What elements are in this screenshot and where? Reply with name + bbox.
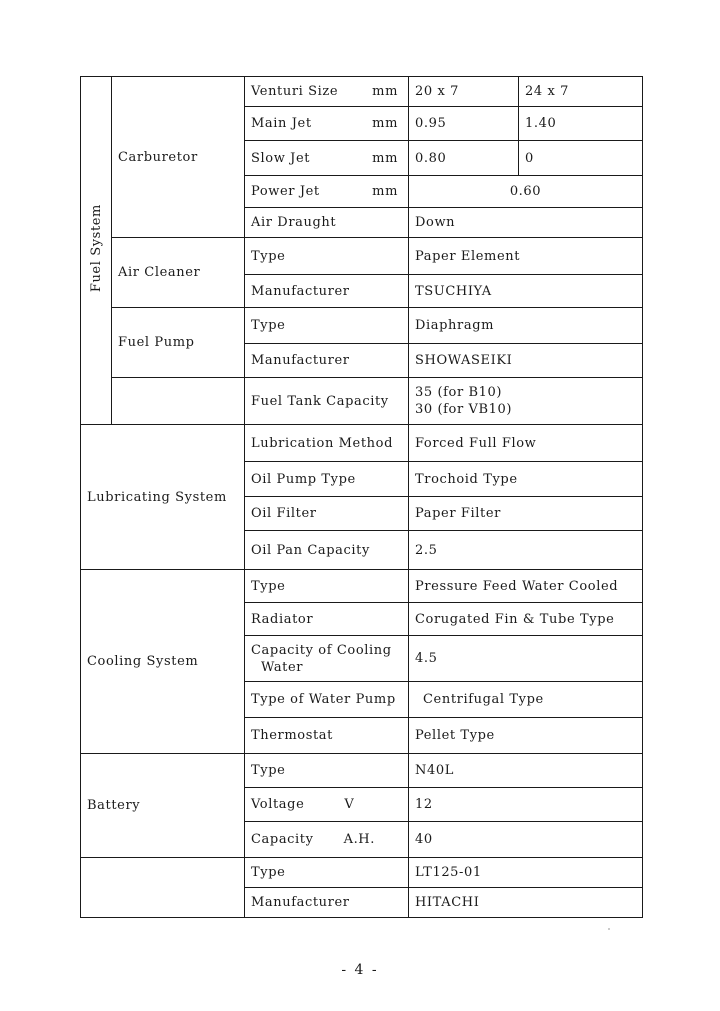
battery-voltage-cell: Voltage V xyxy=(245,788,409,822)
oil-pan-capacity-label: Oil Pan Capacity xyxy=(245,531,409,570)
table-row xyxy=(81,77,643,107)
fuel-pump-type-value: Diaphragm xyxy=(409,308,643,344)
table-row xyxy=(81,754,643,788)
slow-jet-a: 0.80 xyxy=(409,141,519,176)
lubrication-method-value: Forced Full Flow xyxy=(409,425,643,462)
battery-capacity-cell: Capacity A.H. xyxy=(245,822,409,858)
table-row xyxy=(81,570,643,603)
table-row xyxy=(81,425,643,462)
air-cleaner-manufacturer-value: TSUCHIYA xyxy=(409,275,643,308)
lubricating-system-label: Lubricating System xyxy=(81,425,245,570)
main-jet-a: 0.95 xyxy=(409,107,519,141)
table-row xyxy=(81,308,643,344)
battery-capacity-value: 40 xyxy=(409,822,643,858)
last-manufacturer-value: HITACHI xyxy=(409,888,643,918)
last-type-label: Type xyxy=(245,858,409,888)
slow-jet-cell: Slow Jet mm xyxy=(245,141,409,176)
air-draught-label: Air Draught xyxy=(245,208,409,238)
cooling-water-capacity-value: 4.5 xyxy=(409,636,643,682)
table-row xyxy=(81,238,643,275)
empty-cell xyxy=(112,378,245,425)
table-row xyxy=(81,378,643,425)
radiator-label: Radiator xyxy=(245,603,409,636)
oil-pan-capacity-value: 2.5 xyxy=(409,531,643,570)
venturi-size-cell: Venturi Size mm xyxy=(245,77,409,107)
cooling-system-label: Cooling System xyxy=(81,570,245,754)
battery-voltage-value: 12 xyxy=(409,788,643,822)
table-row xyxy=(81,858,643,888)
oil-pump-type-label: Oil Pump Type xyxy=(245,462,409,497)
cooling-water-capacity-label: Capacity of Cooling Water xyxy=(245,636,409,682)
specification-table xyxy=(80,76,643,918)
fuel-tank-value: 35 (for B10) 30 (for VB10) xyxy=(409,378,643,425)
main-jet-b: 1.40 xyxy=(519,107,643,141)
fuel-pump-type-label: Type xyxy=(245,308,409,344)
battery-label: Battery xyxy=(81,754,245,858)
air-cleaner-type-label: Type xyxy=(245,238,409,275)
air-cleaner-label: Air Cleaner xyxy=(112,238,245,308)
last-manufacturer-label: Manufacturer xyxy=(245,888,409,918)
lubrication-method-label: Lubrication Method xyxy=(245,425,409,462)
oil-filter-label: Oil Filter xyxy=(245,497,409,531)
oil-pump-type-value: Trochoid Type xyxy=(409,462,643,497)
power-jet-value: 0.60 xyxy=(409,176,643,208)
cooling-type-value: Pressure Feed Water Cooled xyxy=(409,570,643,603)
venturi-size-b: 24 x 7 xyxy=(519,77,643,107)
carburetor-label: Carburetor xyxy=(112,77,245,238)
battery-type-label: Type xyxy=(245,754,409,788)
last-type-value: LT125-01 xyxy=(409,858,643,888)
power-jet-cell: Power Jet mm xyxy=(245,176,409,208)
radiator-value: Corugated Fin & Tube Type xyxy=(409,603,643,636)
venturi-size-a: 20 x 7 xyxy=(409,77,519,107)
thermostat-label: Thermostat xyxy=(245,718,409,754)
fuel-tank-label: Fuel Tank Capacity xyxy=(245,378,409,425)
empty-cell xyxy=(81,858,245,918)
water-pump-type-label: Type of Water Pump xyxy=(245,682,409,718)
page-number: - 4 - xyxy=(341,962,379,978)
water-pump-type-value: Centrifugal Type xyxy=(409,682,643,718)
air-cleaner-manufacturer-label: Manufacturer xyxy=(245,275,409,308)
fuel-pump-manufacturer-label: Manufacturer xyxy=(245,344,409,378)
cooling-type-label: Type xyxy=(245,570,409,603)
air-cleaner-type-value: Paper Element xyxy=(409,238,643,275)
scan-speck xyxy=(608,928,610,930)
fuel-pump-manufacturer-value: SHOWASEIKI xyxy=(409,344,643,378)
air-draught-value: Down xyxy=(409,208,643,238)
thermostat-value: Pellet Type xyxy=(409,718,643,754)
oil-filter-value: Paper Filter xyxy=(409,497,643,531)
fuel-system-label: Fuel System xyxy=(81,77,112,425)
battery-type-value: N40L xyxy=(409,754,643,788)
fuel-pump-label: Fuel Pump xyxy=(112,308,245,378)
slow-jet-b: 0 xyxy=(519,141,643,176)
main-jet-cell: Main Jet mm xyxy=(245,107,409,141)
